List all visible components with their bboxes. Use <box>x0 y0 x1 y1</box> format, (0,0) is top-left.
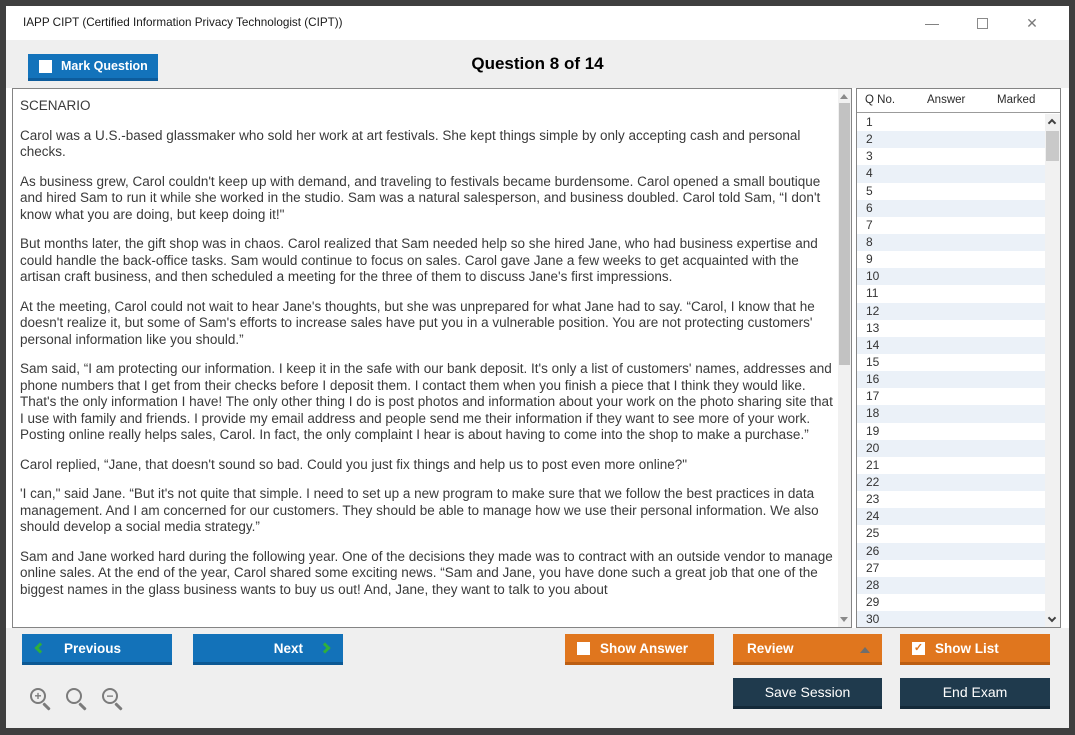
close-button[interactable] <box>1007 6 1057 40</box>
question-row[interactable]: 29 <box>866 594 880 609</box>
scenario-paragraph: At the meeting, Carol could not wait to hear Jane's thoughts, but she was unprepared for what Jane had to say. “Carol, I know that he doesn't realize it, but some of Sam's efforts to increase sales have put you in a vulnerable position. You are not protecting customers' personal information like you should.” <box>20 298 815 347</box>
question-rows <box>857 114 1045 627</box>
question-row[interactable]: 2 <box>857 131 1045 148</box>
footer-bar <box>6 628 1069 728</box>
question-row[interactable]: 6 <box>857 200 1045 217</box>
minimize-button[interactable] <box>907 6 957 40</box>
question-row[interactable]: 15 <box>866 354 880 369</box>
question-row[interactable]: 3 <box>866 149 873 164</box>
question-list-scrollbar[interactable] <box>1045 114 1060 627</box>
scroll-thumb[interactable] <box>839 103 850 365</box>
show-list-checkbox[interactable] <box>912 642 925 655</box>
question-list-panel <box>856 88 1061 628</box>
save-session-label: Save Session <box>764 684 851 700</box>
question-row[interactable]: 25 <box>866 526 880 541</box>
scenario-paragraph: 'I can," said Jane. “But it's not quite that simple. I need to set up a new program to make sure that we follow the best practices in data management. And I am concerned for our customers. They should be able to manage how we use their personal information. We also should develop a social media strategy.” <box>20 486 819 534</box>
scroll-thumb[interactable] <box>1046 131 1059 161</box>
chevron-up-icon <box>860 647 870 653</box>
next-label: Next <box>273 640 303 656</box>
question-row[interactable]: 26 <box>857 543 1045 560</box>
scroll-down-icon[interactable] <box>840 617 848 622</box>
scenario-paragraph: But months later, the gift shop was in chaos. Carol realized that Sam needed help so she hired Jane, who had business expertise and could handle the back-office tasks. Sam would continue to focus on sales. Carol gave Jane a few weeks to get acquainted with the artisan craft business, and then scheduled a meeting for the three of them to discuss Jane's first impressions. <box>20 236 818 284</box>
column-answer: Answer <box>927 94 966 106</box>
app-window <box>6 6 1069 728</box>
mark-question-label: Mark Question <box>61 59 148 73</box>
chevron-left-icon <box>34 642 45 653</box>
review-label: Review <box>747 640 794 656</box>
end-exam-label: End Exam <box>942 684 1008 700</box>
scenario-paragraph: Sam and Jane worked hard during the following year. One of the decisions they made was to contract with an outside vendor to manage online sales. At the end of the year, Carol shared some exciting news. “Sam and Jane, you have done such a great job that one of the biggest names in the glass business wants to buy us out! And, Jane, they want to talk to you about <box>20 548 833 597</box>
question-row[interactable]: 14 <box>857 337 1045 354</box>
scenario-paragraph: Carol replied, “Jane, that doesn't sound so bad. Could you just fix things and help us to post even more online?" <box>20 456 688 472</box>
show-list-label: Show List <box>935 640 999 656</box>
question-row[interactable]: 27 <box>866 560 880 575</box>
scenario-panel <box>12 88 852 628</box>
scenario-paragraph: Carol was a U.S.-based glassmaker who sold her work at art festivals. She kept things simple by only accepting cash and personal checks. <box>20 127 801 159</box>
scenario-paragraph: Sam said, “I am protecting our information. I keep it in the safe with our bank deposit. It's only a list of customers' names, addresses and phone numbers that I get from their checks before I deposit them. I contact them when you finish a piece that I think they would like. That's the only information I have! The only other thing I do is post photos and information about your work on the photo sharing site that I use with family and friends. I provide my email address and people send me their information if they want to see more of your work. Posting online really helps sales, Carol. In fact, the only complaint I hear is about having to come into the shop to make a purchase.” <box>20 361 833 442</box>
zoom-toolbar <box>30 688 126 712</box>
zoom-reset-icon[interactable] <box>66 688 90 712</box>
review-dropdown-button[interactable] <box>733 634 882 665</box>
question-row[interactable]: 5 <box>866 183 873 198</box>
question-row[interactable]: 20 <box>857 440 1045 457</box>
scenario-paragraph: As business grew, Carol couldn't keep up with demand, and traveling to festivals became burdensome. Carol opened a small boutique and hired Sam to run it while she worked in the studio. Sam was a natural salesperson, and business doubled. Carol told Sam, “I don't know what you are doing, but keep doing it!" <box>20 173 821 222</box>
question-row[interactable]: 13 <box>866 320 880 335</box>
question-row[interactable]: 1 <box>866 115 873 129</box>
checkmark-icon: ✓ <box>913 641 924 654</box>
maximize-icon <box>977 18 988 29</box>
zoom-out-icon[interactable]: − <box>102 688 126 712</box>
next-button[interactable] <box>193 634 343 665</box>
question-row[interactable]: 16 <box>857 371 1045 388</box>
question-row[interactable]: 21 <box>866 457 880 472</box>
close-icon: ✕ <box>1026 14 1038 31</box>
column-marked: Marked <box>997 94 1036 106</box>
show-answer-button[interactable] <box>565 634 714 665</box>
scroll-down-icon[interactable] <box>1048 614 1056 622</box>
scroll-up-icon[interactable] <box>1048 119 1056 127</box>
title-bar <box>6 6 1069 40</box>
zoom-in-icon[interactable]: + <box>30 688 54 712</box>
question-row[interactable]: 12 <box>857 303 1045 320</box>
scenario-paragraphs <box>20 128 834 599</box>
previous-label: Previous <box>64 640 122 656</box>
show-answer-checkbox[interactable] <box>577 642 590 655</box>
question-row[interactable]: 9 <box>866 252 873 267</box>
show-list-button[interactable] <box>900 634 1050 665</box>
window-controls <box>907 6 1057 40</box>
question-row[interactable]: 30 <box>857 611 1045 627</box>
column-qno: Q No. <box>865 94 896 106</box>
chevron-right-icon <box>319 642 330 653</box>
question-row[interactable]: 17 <box>866 389 880 404</box>
question-row[interactable]: 11 <box>866 286 879 301</box>
end-exam-button[interactable] <box>900 678 1050 709</box>
scenario-text <box>20 98 834 627</box>
minimize-icon: — <box>925 15 939 31</box>
scenario-scrollbar[interactable] <box>838 89 851 627</box>
question-row[interactable]: 4 <box>857 165 1045 182</box>
scroll-up-icon[interactable] <box>840 94 848 99</box>
question-row[interactable]: 8 <box>857 234 1045 251</box>
question-row[interactable]: 7 <box>866 217 873 232</box>
question-row[interactable]: 22 <box>857 474 1045 491</box>
command-strip <box>6 40 1069 88</box>
save-session-button[interactable] <box>733 678 882 709</box>
question-row[interactable]: 18 <box>857 405 1045 422</box>
question-list-header <box>857 89 1060 113</box>
maximize-button[interactable] <box>957 6 1007 40</box>
question-counter: Question 8 of 14 <box>471 54 604 73</box>
show-answer-label: Show Answer <box>600 640 689 656</box>
question-row[interactable]: 28 <box>857 577 1045 594</box>
question-row[interactable]: 23 <box>866 492 880 507</box>
scenario-heading: SCENARIO <box>20 98 91 113</box>
question-row[interactable]: 24 <box>857 508 1045 525</box>
window-title: IAPP CIPT (Certified Information Privacy Technologist (CIPT)) <box>23 16 343 29</box>
question-row[interactable]: 10 <box>857 268 1045 285</box>
previous-button[interactable] <box>22 634 172 665</box>
question-row[interactable]: 19 <box>866 423 880 438</box>
